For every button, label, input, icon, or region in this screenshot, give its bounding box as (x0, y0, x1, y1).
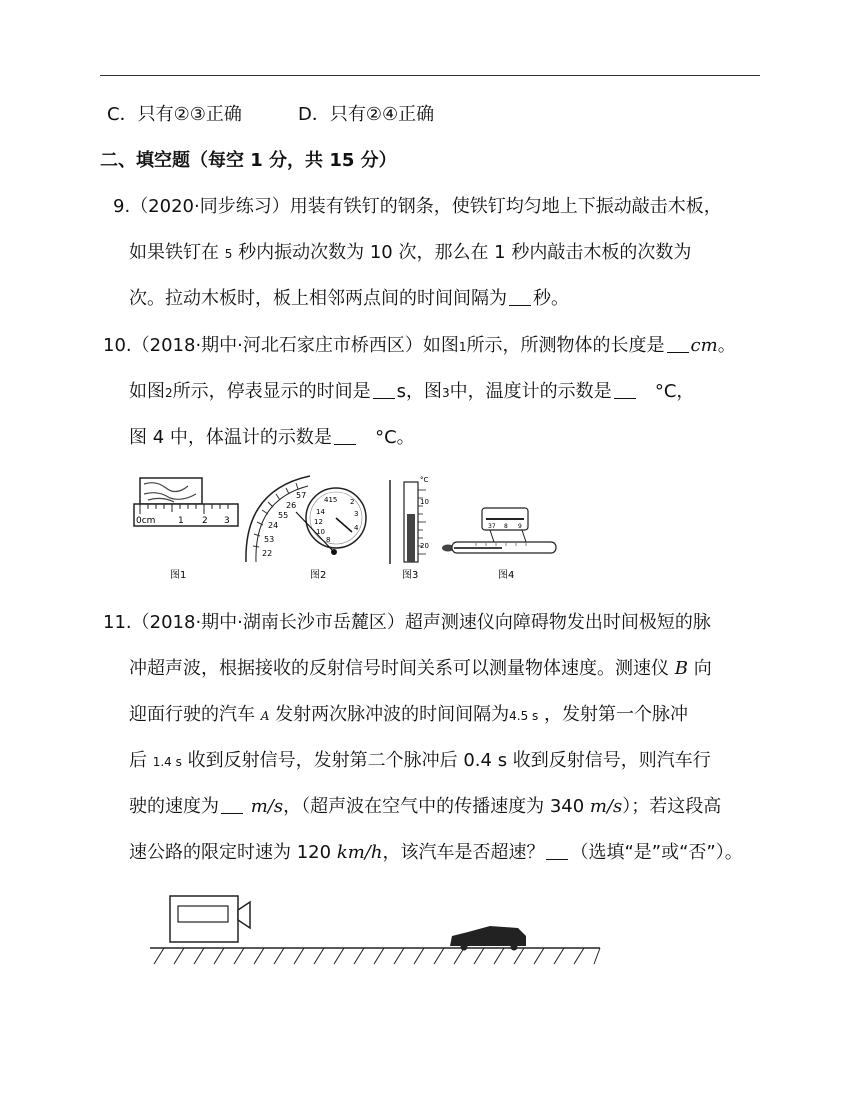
stopwatch-inner-2: 2 (350, 498, 355, 506)
q11-text-6a: 速公路的限定时速为 120 (129, 842, 332, 863)
q9-line-3 (129, 287, 569, 311)
thermometer-label-20: 20 (420, 542, 429, 550)
q10-text-2h: °C， (654, 381, 695, 402)
stopwatch-outer-55: 55 (278, 511, 289, 520)
road-hatching (154, 948, 600, 964)
stopwatch-outer-57: 57 (296, 491, 307, 500)
q10-text-2g: 中，温度计的示数是 (449, 381, 612, 402)
ruler-label-0: 0cm (136, 516, 156, 526)
q10-text-3b: °C。 (375, 427, 415, 448)
q9-text-2a: 如果铁钉在 (129, 242, 219, 263)
clinical-label-9: 9 (518, 523, 522, 530)
stopwatch-inner-3: 3 (354, 510, 359, 518)
q9-text-3b: 秒。 (533, 288, 569, 309)
q10-blank-time[interactable] (373, 382, 395, 399)
q10-number: 10. (103, 335, 132, 356)
q11-interval: 4.5 s (509, 709, 539, 723)
q11-number: 11. (103, 612, 132, 633)
q10-blank-body-temp[interactable] (334, 428, 356, 445)
figure-1-caption: 图1 (170, 570, 187, 581)
q11-text-1: （2018·期中·湖南长沙市岳麓区）超声测速仪向障碍物发出时间极短的脉 (131, 612, 711, 633)
q10-text-2a: 如图 (129, 381, 165, 402)
q11-text-2a: 冲超声波，根据接收的反射信号时间关系可以测量物体速度。测速仪 (129, 658, 669, 679)
q11-text-4a: 后 (129, 750, 147, 771)
clinical-label-8: 8 (504, 523, 508, 530)
q11-var-b: B (674, 658, 688, 679)
q9-text-3a: 次。拉动木板时，板上相邻两点间的时间间隔为 (129, 288, 507, 309)
thermometer-unit: °C (420, 476, 429, 484)
q11-line-3 (129, 703, 688, 728)
q11-text-5e: ）；若这段高 (622, 796, 722, 817)
option-c: C．只有②③正确 (107, 104, 242, 125)
q9-text-2b: 5 (224, 247, 233, 261)
q11-line-6 (129, 841, 743, 865)
stopwatch-inner-4: 4 (354, 524, 359, 532)
q9-line-1 (113, 195, 722, 219)
stopwatch-inner-10: 10 (316, 528, 325, 536)
q11-blank-speed[interactable] (221, 797, 243, 814)
q10-text-1c: 所示，所测物体的长度是 (466, 335, 665, 356)
q11-first-echo: 1.4 s (152, 755, 182, 769)
figure-2-stopwatch (246, 476, 366, 581)
q10-line-3 (129, 426, 415, 450)
stopwatch-inner-415: 415 (324, 496, 338, 504)
ruler-label-1: 1 (178, 516, 184, 526)
q10-unit-s: s (396, 381, 407, 402)
figure-3-thermometer (390, 476, 429, 581)
q10-blank-length[interactable] (667, 336, 689, 353)
q10-text-2f: 3 (442, 386, 450, 400)
q11-text-3a: 迎面行驶的汽车 (129, 704, 255, 725)
figure-3-caption: 图3 (402, 570, 419, 581)
q11-text-3e: ，发射第一个脉冲 (544, 704, 689, 725)
figure-2-caption: 图2 (310, 570, 327, 581)
speed-gun-b (170, 896, 250, 942)
q11-text-6c: ，该汽车是否超速？ (382, 842, 545, 863)
q10-unit-cm: cm (690, 335, 718, 356)
q11-unit-ms: m/s (250, 796, 284, 817)
section-heading: 二、填空题（每空 1 分，共 15 分） (100, 150, 397, 171)
q11-text-3c: 发射两次脉冲波的时间间隔为 (275, 704, 510, 725)
q10-text-2e: ，图 (406, 381, 443, 402)
q10-text-2b: 2 (165, 386, 173, 400)
q10-text-1a: （2018·期中·河北石家庄市桥西区）如图 (131, 335, 459, 356)
q10-text-1e: 。 (717, 335, 736, 356)
q11-unit-kmh: km/h (336, 842, 383, 863)
q10-figures (126, 470, 596, 590)
stopwatch-inner-12: 12 (314, 518, 323, 526)
q11-var-a: A (260, 709, 270, 723)
q10-text-1b: 1 (458, 340, 467, 354)
thermometer-label-10: 10 (420, 498, 429, 506)
q9-line-2 (129, 241, 691, 266)
car-a (450, 926, 526, 951)
figure-1-ruler (134, 478, 238, 581)
ruler-label-3: 3 (224, 516, 230, 526)
stopwatch-inner-8: 8 (326, 536, 331, 544)
q11-line-2 (129, 657, 712, 681)
q10-text-3a: 图 4 中，体温计的示数是 (129, 427, 332, 448)
q11-text-6d: （选填“是”或“否”）。 (570, 842, 743, 863)
q11-text-5c: ，（超声波在空气中的传播速度为 340 (283, 796, 585, 817)
q11-figure (150, 890, 610, 970)
figure-4-caption: 图4 (498, 570, 515, 581)
header-rule (100, 75, 760, 76)
q9-answer-blank[interactable] (509, 289, 531, 306)
q10-text-2c: 所示，停表显示的时间是 (172, 381, 371, 402)
q11-line-1 (103, 611, 711, 635)
q11-blank-overspeed[interactable] (546, 843, 568, 860)
stopwatch-outer-22: 22 (262, 549, 273, 558)
q11-unit-ms-2: m/s (589, 796, 623, 817)
figure-4-clinical-thermometer (442, 508, 556, 581)
q9-text-2c: 秒内振动次数为 10 次，那么在 1 秒内敲击木板的次数为 (238, 242, 692, 263)
q11-text-4c: 收到反射信号，发射第二个脉冲后 0.4 s 收到反射信号，则汽车行 (187, 750, 711, 771)
q11-line-4 (129, 749, 711, 774)
stopwatch-outer-26: 26 (286, 501, 297, 510)
q10-blank-temp[interactable] (614, 382, 636, 399)
q11-text-5a: 驶的速度为 (129, 796, 219, 817)
stopwatch-inner-14: 14 (316, 508, 325, 516)
stopwatch-outer-53: 53 (264, 535, 275, 544)
option-d: D．只有②④正确 (298, 104, 435, 125)
clinical-label-37: 37 (488, 523, 496, 530)
q10-line-1 (103, 334, 736, 359)
stopwatch-outer-24: 24 (268, 521, 279, 530)
q10-line-2 (129, 380, 694, 405)
q11-text-2c: 向 (693, 658, 712, 679)
q9-text-1: （2020·同步练习）用装有铁钉的钢条，使铁钉均匀地上下振动敲击木板， (130, 196, 722, 217)
q9-number: 9. (113, 196, 131, 217)
q11-line-5 (129, 795, 721, 819)
ruler-label-2: 2 (202, 516, 208, 526)
